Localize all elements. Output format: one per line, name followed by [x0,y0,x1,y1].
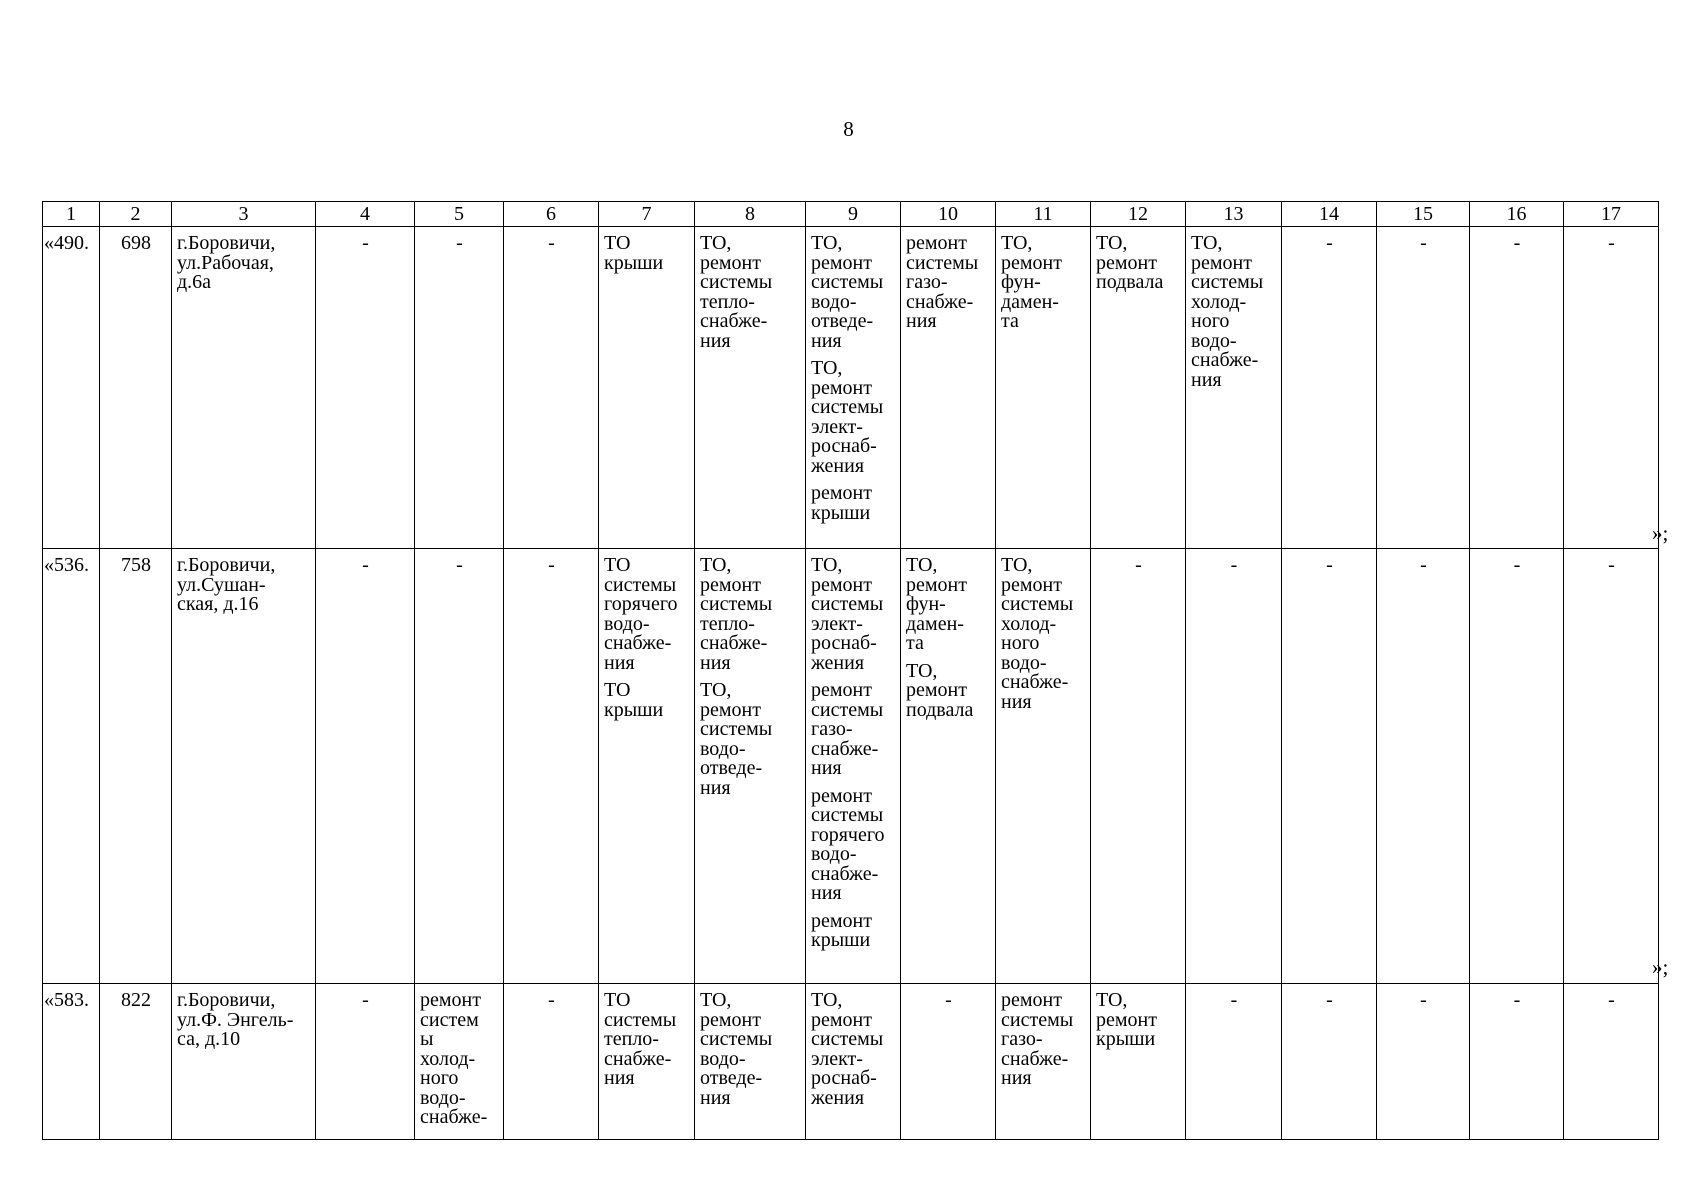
column-number: 15 [1413,203,1433,225]
cell-text: - [1608,554,1615,576]
column-number-cell [1564,202,1659,227]
cell-text: ТО системы горячего водо- снабже- ния [604,554,678,674]
table-cell [415,549,504,984]
table-cell [316,549,415,984]
table-cell [43,227,100,549]
table-cell [996,227,1091,549]
cell-text: ремонт системы горячего водо- снабже- ния [811,784,885,904]
cell-text: ТО, ремонт системы тепло- снабже- ния [700,232,773,352]
table-cell [100,227,172,549]
table-cell [43,549,100,984]
cell-text: - [362,989,369,1011]
cell-text: ТО крыши [604,232,664,274]
table-cell [1186,549,1282,984]
table-row [43,227,1659,549]
cell-text: ТО, ремонт подвала [906,659,974,721]
cell-text: - [456,554,463,576]
cell-text: «536. [44,554,89,576]
table-cell [901,227,996,549]
table-cell [1377,549,1470,984]
column-number: 12 [1128,203,1148,225]
column-number: 16 [1506,203,1527,225]
table-cell [1564,227,1659,549]
column-number-cell [100,202,172,227]
table-cell [695,227,806,549]
table-cell [1282,984,1377,1140]
table-cell [504,549,599,984]
column-number: 13 [1223,203,1244,225]
table-cell [100,549,172,984]
table-cell [1091,549,1186,984]
column-number: 11 [1033,203,1053,225]
cell-text: - [1420,232,1427,254]
table-cell [172,227,316,549]
cell-text: ремонт системы газо- снабже- ния [811,679,884,779]
cell-text: - [548,554,555,576]
cell-text: ТО, ремонт фун- дамен- та [1001,232,1062,332]
table-cell [1186,227,1282,549]
cell-text: ТО, ремонт подвала [1096,232,1164,293]
column-number-cell [996,202,1091,227]
cell-text: ремонт системы газо- снабже- ния [906,232,979,332]
table-cell [1564,549,1659,984]
table-cell [504,227,599,549]
cell-text: - [362,232,369,254]
cell-text: 758 [121,554,151,576]
column-number: 1 [66,203,76,225]
cell-text: - [1420,989,1427,1011]
column-number: 2 [130,203,141,225]
column-number-cell [1377,202,1470,227]
table-cell [1091,984,1186,1140]
table-cell [1186,984,1282,1140]
column-number-cell [1470,202,1564,227]
column-number: 9 [848,203,858,225]
cell-text: ТО, ремонт системы водо- отведе- ния [811,232,884,352]
column-number-cell [695,202,806,227]
table-cell [695,984,806,1140]
table-cell [901,984,996,1140]
column-number-cell [316,202,415,227]
cell-text: г.Боровичи, ул.Ф. Энгель- са, д.10 [177,989,294,1050]
table-cell [806,549,901,984]
column-number: 6 [546,203,556,225]
cell-text: г.Боровичи, ул.Рабочая, д.6а [177,232,276,293]
column-number-header-row [43,202,1659,227]
table-cell [100,984,172,1140]
cell-text: - [548,989,555,1011]
table-cell [1377,984,1470,1140]
table-row [43,984,1659,1140]
column-number-cell [415,202,504,227]
table-cell [996,984,1091,1140]
column-number-cell [43,202,100,227]
cell-text: ремонт систем ы холод- ного водо- снабже- [420,989,488,1128]
cell-text: - [1608,989,1615,1011]
cell-text: - [1608,232,1615,254]
cell-text: ТО, ремонт системы тепло- снабже- ния [700,554,773,674]
cell-text: ТО крыши [604,679,664,721]
cell-text: - [1513,554,1521,576]
table-cell [316,227,415,549]
cell-text: - [1420,554,1427,576]
column-number: 14 [1319,203,1339,225]
table-cell [1470,984,1564,1140]
table-cell [172,984,316,1140]
row-end-mark: »; [1652,955,1669,979]
cell-text: ТО, ремонт крыши [1096,989,1157,1050]
table-cell [1377,227,1470,549]
cell-text: - [1230,554,1238,576]
cell-text: ремонт системы газо- снабже- ния [1001,989,1074,1089]
column-number: 7 [641,203,652,225]
cell-text: - [1326,989,1333,1011]
cell-text: - [1513,989,1521,1011]
table-cell [695,549,806,984]
table-cell [316,984,415,1140]
cell-text: ТО, ремонт системы водо- отведе- ния [700,989,773,1109]
column-number-cell [504,202,599,227]
cell-text: - [548,232,555,254]
table-cell [1282,227,1377,549]
column-number: 8 [745,203,755,225]
cell-text: ремонт крыши [811,482,872,524]
table-cell [504,984,599,1140]
table-cell [43,984,100,1140]
cell-text: ТО, ремонт системы холод- ного водо- снабже- ния [1001,554,1074,713]
table-cell [1091,227,1186,549]
table-cell [1470,549,1564,984]
column-number-cell [172,202,316,227]
cell-text: - [1135,554,1142,576]
cell-text: 822 [121,989,151,1011]
table-cell [996,549,1091,984]
table-cell [599,549,695,984]
table-cell [415,227,504,549]
table-cell [806,227,901,549]
table-cell [806,984,901,1140]
cell-text: - [456,232,463,254]
cell-text: ремонт крыши [811,909,872,951]
column-number: 5 [454,203,464,225]
cell-text: 698 [121,232,151,254]
table-cell [599,984,695,1140]
cell-text: - [945,989,952,1011]
column-number: 10 [938,203,958,225]
cell-text: - [1326,554,1333,576]
column-number-cell [901,202,996,227]
cell-text: ТО, ремонт системы холод- ного водо- снабже- ния [1191,232,1264,391]
cell-text: ТО, ремонт системы элект- роснаб- жения [811,989,884,1109]
column-number-cell [1186,202,1282,227]
table-cell [172,549,316,984]
cell-text: - [362,554,369,576]
page-number: 8 [843,117,854,141]
column-number: 3 [238,203,249,225]
table-row [43,549,1659,984]
cell-text: - [1230,989,1238,1011]
table-cell [1470,227,1564,549]
data-table [42,201,1659,1140]
column-number: 17 [1601,203,1621,225]
cell-text: - [1513,232,1521,254]
cell-text: ТО системы тепло- снабже- ния [604,989,677,1089]
column-number: 4 [360,203,370,225]
table-cell [1282,549,1377,984]
row-end-mark: »; [1652,521,1669,545]
column-number-cell [1091,202,1186,227]
column-number-cell [1282,202,1377,227]
column-number-cell [599,202,695,227]
cell-text: ТО, ремонт фун- дамен- та [906,554,967,654]
cell-text: «490. [44,232,89,254]
cell-text: - [1326,232,1333,254]
cell-text: г.Боровичи, ул.Сушан- ская, д.16 [177,554,276,615]
table-cell [1564,984,1659,1140]
table-cell [415,984,504,1140]
column-number-cell [806,202,901,227]
table-cell [599,227,695,549]
cell-text: ТО, ремонт системы элект- роснаб- жения [811,357,884,477]
cell-text: ТО, ремонт системы водо- отведе- ния [700,679,773,799]
table-cell [901,549,996,984]
cell-text: ТО, ремонт системы элект- роснаб- жения [811,554,884,674]
cell-text: «583. [44,989,89,1011]
